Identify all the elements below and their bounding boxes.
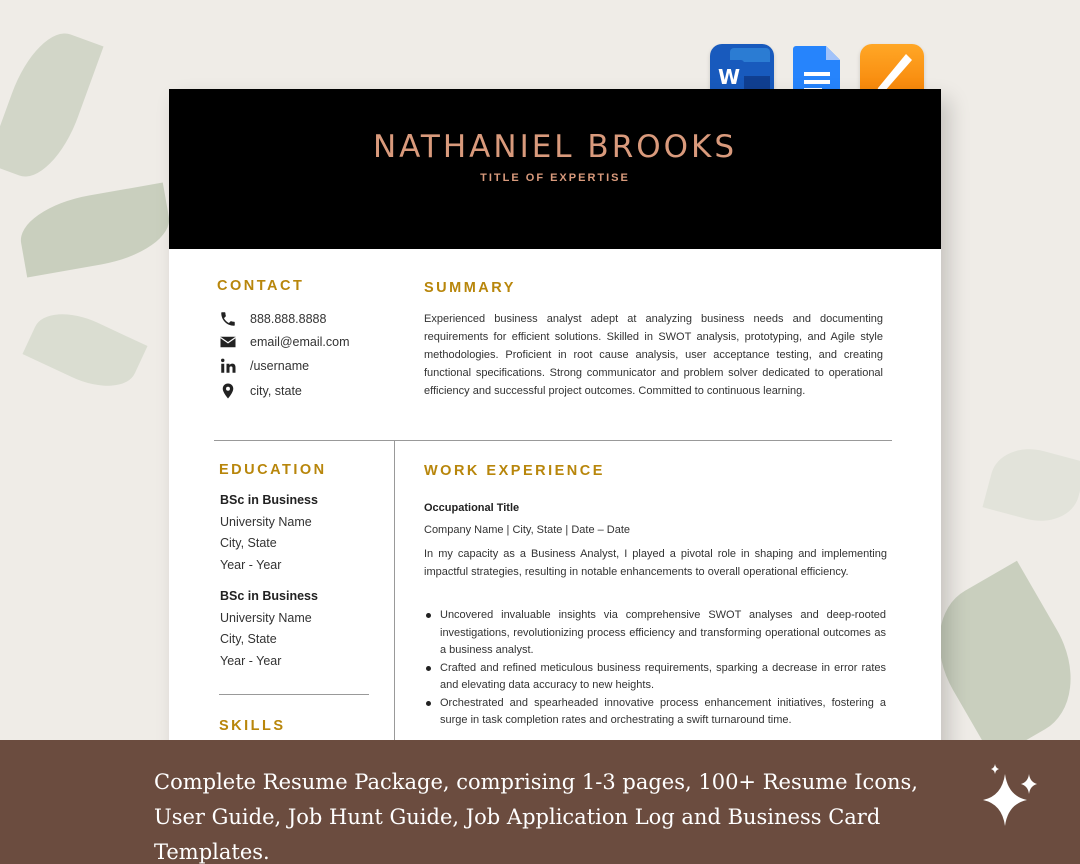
phone-icon: [219, 310, 237, 328]
degree: BSc in Business: [220, 589, 318, 603]
skills-heading: SKILLS: [219, 718, 286, 734]
background-leaf: [22, 300, 147, 401]
contact-heading: CONTACT: [217, 278, 305, 294]
years: Year - Year: [220, 557, 282, 572]
job-bullets: [424, 607, 886, 730]
years: Year - Year: [220, 653, 282, 668]
job-title: Occupational Title: [424, 502, 520, 514]
company-line: Company Name | City, State | Date – Date: [424, 524, 631, 536]
resume-page: [169, 89, 941, 769]
summary-heading: SUMMARY: [424, 280, 516, 296]
school: University Name: [220, 610, 312, 625]
location-text: city, state: [250, 384, 302, 398]
email-text: email@email.com: [250, 335, 350, 349]
location-pin-icon: [219, 382, 237, 400]
column-divider: [394, 441, 395, 769]
phone-text: 888.888.8888: [250, 312, 327, 326]
school-location: City, State: [220, 632, 277, 646]
envelope-icon: [219, 333, 237, 351]
background-leaf: [0, 23, 104, 188]
section-divider: [214, 440, 892, 441]
resume-header: [169, 89, 941, 249]
education-heading: EDUCATION: [219, 462, 327, 478]
resume-title: TITLE OF EXPERTISE: [480, 172, 630, 184]
education-entry: [220, 490, 318, 576]
background-leaf: [982, 440, 1080, 531]
work-experience-heading: WORK EXPERIENCE: [424, 463, 605, 479]
list-item: Crafted and refined meticulous business requirements, sparking a decrease in error rates and elevating data accuracy to new heights.: [424, 660, 886, 695]
degree: BSc in Business: [220, 493, 318, 507]
promo-banner: [0, 740, 1080, 864]
svg-text:W: W: [717, 65, 741, 89]
school-location: City, State: [220, 536, 277, 550]
linkedin-icon: [219, 357, 237, 375]
promo-text: Complete Resume Package, comprising 1-3 pages, 100+ Resume Icons, User Guide, Job Hunt Guide, Job Application Log and Business Card Templates.: [154, 770, 918, 864]
list-item: Orchestrated and spearheaded innovative process enhancement initiatives, fostering a surge in task completion rates and orchestrating a swift turnaround time.: [424, 695, 886, 730]
list-item: Uncovered invaluable insights via comprehensive SWOT analyses and deep-rooted investigations, revolutionizing process efficiency and transforming operational outcomes as a business analyst.: [424, 607, 886, 660]
resume-name: NATHANIEL BROOKS: [372, 129, 738, 165]
job-description: In my capacity as a Business Analyst, I played a pivotal role in shaping and implementing impactful strategies, resulting in notable enhancements to overall operational efficiency.: [424, 548, 887, 578]
background-leaf: [15, 183, 175, 278]
summary-text: Experienced business analyst adept at analyzing business needs and documenting requirements for efficient solutions. Skilled in SWOT analysis, prototyping, and Agile style methodologies. Proficient in root cause analysis, user acceptance testing, and creating functional specifications. Strong communicator and problem solver dedicated to operational efficiency and successful project outcomes. Committed to continuous learning.: [424, 313, 883, 397]
education-entry: [220, 586, 318, 672]
linkedin-text: /username: [250, 359, 310, 373]
education-divider: [219, 694, 369, 695]
school: University Name: [220, 514, 312, 529]
sparkle-icon: [975, 760, 1045, 830]
